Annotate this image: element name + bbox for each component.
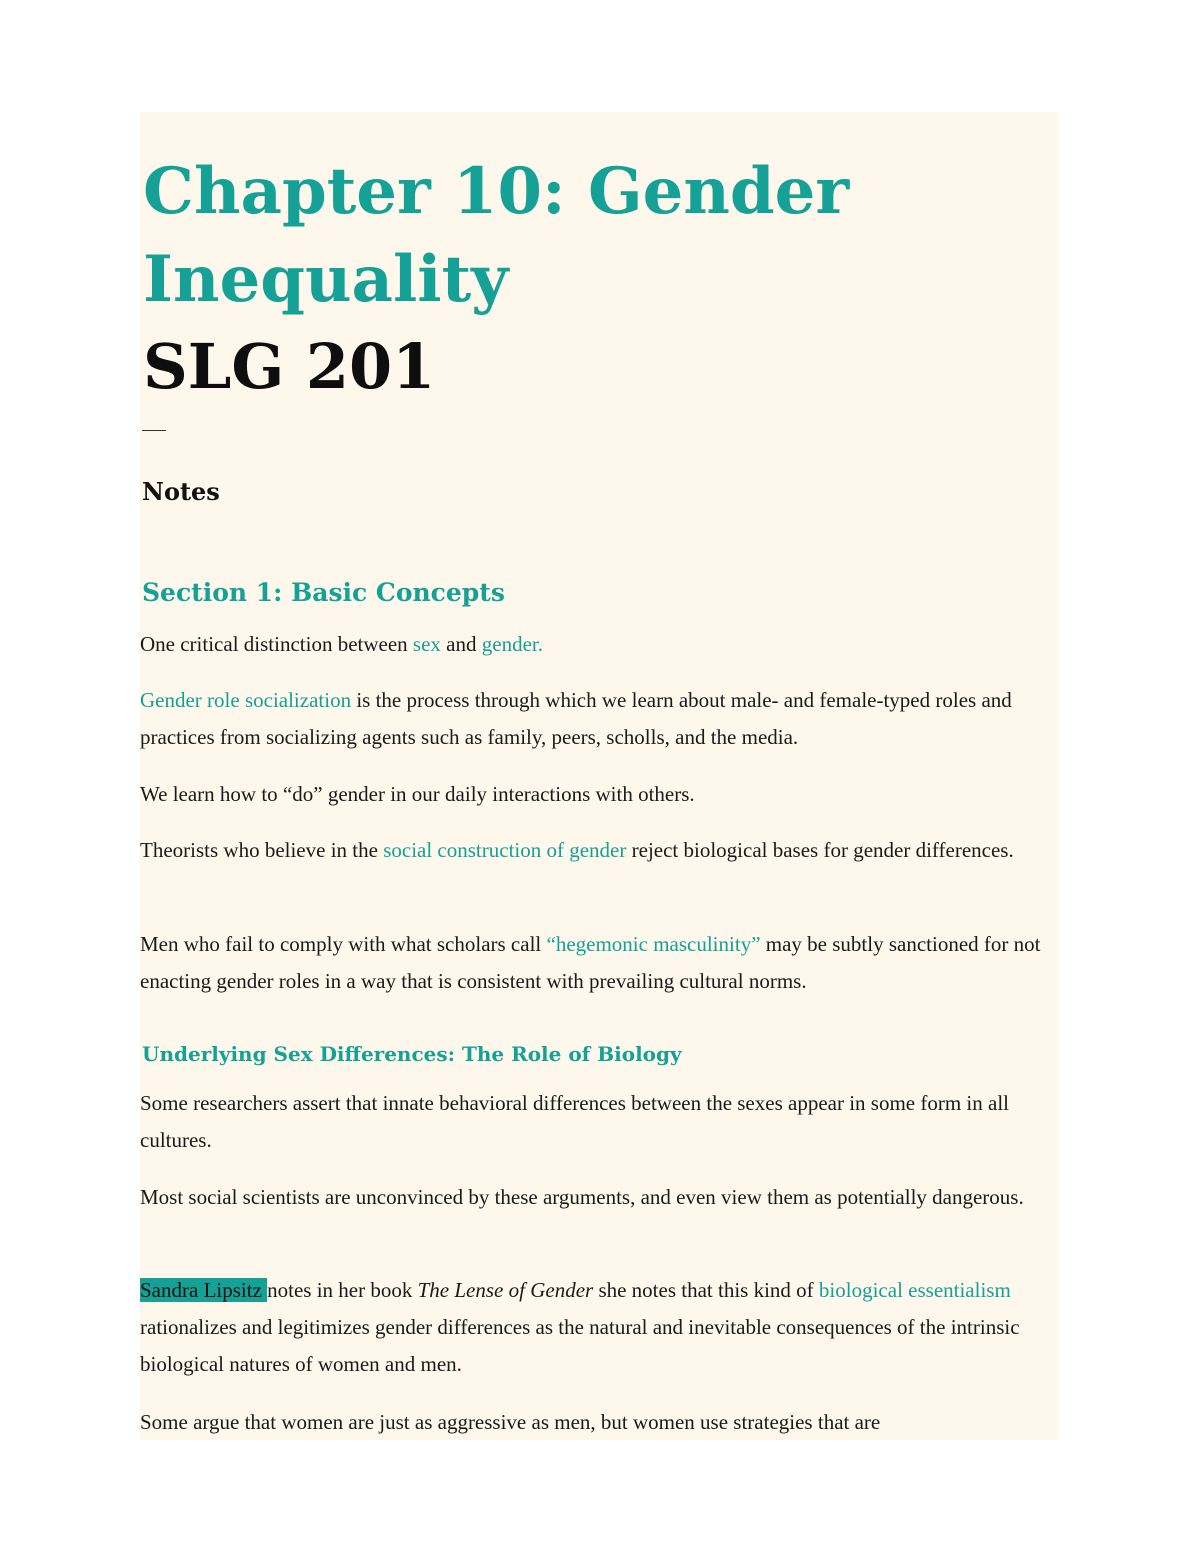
text: rationalizes and legitimizes gender differences as the natural and inevitable consequences of the intrinsic biological natures of women and men. <box>140 1315 1020 1376</box>
paragraph-hegemonic-masculinity <box>140 926 1050 1000</box>
notes-heading: Notes <box>142 477 220 506</box>
term-hegemonic-masculinity: “hegemonic masculinity” <box>546 932 761 956</box>
paragraph-biological-essentialism <box>140 1272 1050 1383</box>
chapter-title-line-1: Chapter 10: Gender <box>143 154 850 229</box>
course-code: SLG 201 <box>143 330 436 403</box>
paragraph-doing-gender: We learn how to “do” gender in our daily interactions with others. <box>140 782 695 806</box>
section-1-heading: Section 1: Basic Concepts <box>142 578 505 607</box>
paragraph-social-scientists: Most social scientists are unconvinced by these arguments, and even view them as potentially dangerous. <box>140 1185 1024 1209</box>
term-social-construction-of-gender: social construction of gender <box>383 838 627 862</box>
text: reject biological bases for gender differences. <box>626 838 1014 862</box>
text: One critical distinction between <box>140 632 413 656</box>
text: notes in her book <box>267 1278 418 1302</box>
text: Men who fail to comply with what scholars call <box>140 932 547 956</box>
text: may be subtly sanctioned for not enacting gender roles in a way that is consistent with prevailing cultural norms. <box>140 932 1041 993</box>
paragraph-gender-role-socialization <box>140 682 1050 756</box>
term-sex: sex <box>412 632 441 656</box>
text: is the process through which we learn about male- and female-typed roles and practices from socializing agents such as family, peers, scholls, and the media. <box>140 688 1012 749</box>
text: she notes that this kind of <box>593 1278 819 1302</box>
paragraph-social-construction <box>140 832 1050 869</box>
term-gender-role-socialization: Gender role socialization <box>140 688 352 712</box>
divider-rule <box>142 430 166 431</box>
term-biological-essentialism: biological essentialism <box>818 1278 1011 1302</box>
section-2-heading: Underlying Sex Differences: The Role of Biology <box>142 1042 682 1066</box>
book-title: The Lense of Gender <box>417 1278 594 1302</box>
text: and <box>440 632 482 656</box>
text: Theorists who believe in the <box>140 838 384 862</box>
document-page <box>140 112 1058 1440</box>
paragraph-aggression: Some argue that women are just as aggressive as men, but women use strategies that are <box>140 1410 881 1434</box>
term-gender: gender. <box>481 632 543 656</box>
highlighted-name: Sandra Lipsitz <box>140 1278 268 1302</box>
chapter-title-line-2: Inequality <box>143 242 509 317</box>
paragraph-sex-gender <box>140 626 1050 663</box>
paragraph-innate-differences: Some researchers assert that innate behavioral differences between the sexes appear in some form in all cultures. <box>140 1091 1010 1152</box>
